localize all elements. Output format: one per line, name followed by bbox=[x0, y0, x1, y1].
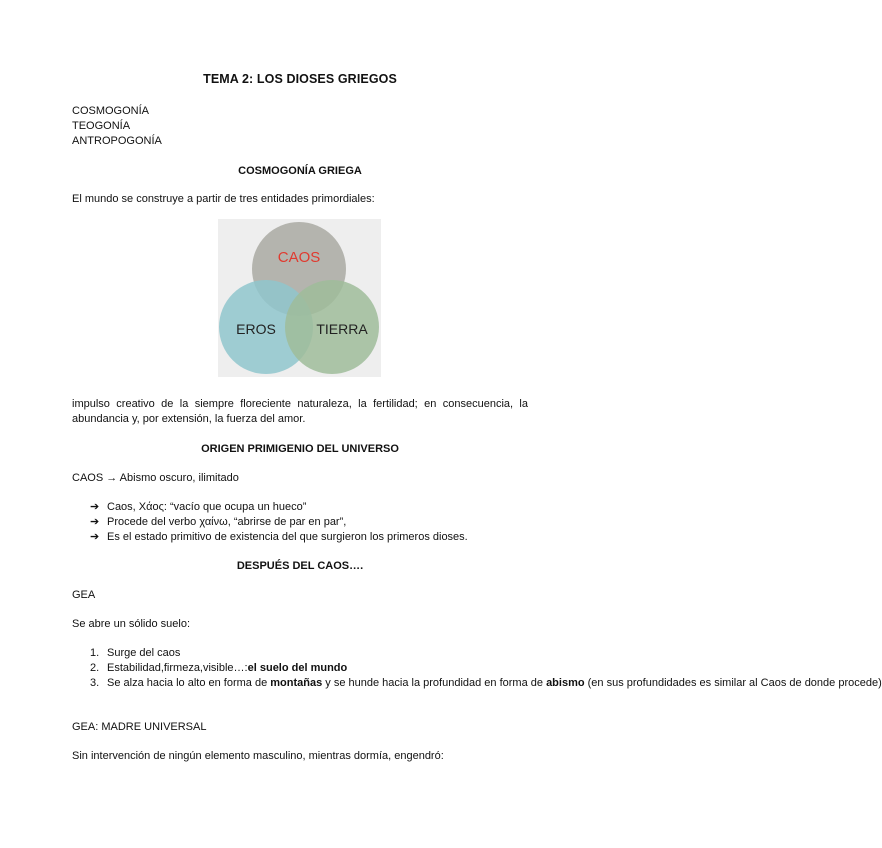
venn-label-tierra: TIERRA bbox=[316, 321, 368, 337]
gea-label: GEA bbox=[72, 589, 96, 601]
gea-intro: Se abre un sólido suelo: bbox=[72, 618, 191, 630]
section-heading-despues: DESPUÉS DEL CAOS…. bbox=[236, 560, 364, 572]
bullet-item bbox=[90, 530, 530, 545]
venn-diagram-svg bbox=[218, 219, 381, 377]
caos-definition: CAOS → Abismo oscuro, ilimitado bbox=[72, 472, 239, 484]
bullet-text: Es el estado primitivo de existencia del que surgieron los primeros dioses. bbox=[107, 531, 468, 543]
document-title: TEMA 2: LOS DIOSES GRIEGOS bbox=[203, 72, 397, 86]
numbered-item bbox=[90, 646, 528, 661]
section-heading-origen: ORIGEN PRIMIGENIO DEL UNIVERSO bbox=[201, 443, 399, 455]
numbered-item bbox=[90, 661, 528, 676]
gea-numbered-list bbox=[90, 646, 882, 691]
bullet-item bbox=[90, 500, 530, 515]
cosmogonia-intro: El mundo se construye a partir de tres entidades primordiales: bbox=[72, 193, 375, 205]
bullet-text: Procede del verbo χαίνω, “abrirse de par en par”, bbox=[107, 516, 347, 528]
venn-label-caos: CAOS bbox=[277, 249, 321, 266]
bullet-text: Caos, Χάος: “vacío que ocupa un hueco” bbox=[107, 501, 307, 513]
item-text: Estabilidad,firmeza,visible…:el suelo del mundo bbox=[107, 662, 348, 674]
numbered-item bbox=[90, 676, 882, 691]
arrow-bullet-icon: ➔ bbox=[90, 516, 100, 528]
intro-item-teogonia: TEOGONÍA bbox=[72, 120, 131, 132]
intro-item-cosmogonia: COSMOGONÍA bbox=[72, 105, 150, 117]
item-text: Surge del caos bbox=[107, 647, 181, 659]
item-number: 3. bbox=[90, 677, 100, 689]
bullet-item bbox=[90, 515, 530, 530]
arrow-bullet-icon: ➔ bbox=[90, 501, 100, 513]
gea-final-line: Sin intervención de ningún elemento masculino, mientras dormía, engendró: bbox=[72, 750, 444, 762]
intro-item-antropogonia: ANTROPOGONÍA bbox=[72, 135, 162, 147]
venn-label-eros: EROS bbox=[236, 321, 276, 337]
item-number: 1. bbox=[90, 647, 100, 659]
venn-diagram bbox=[218, 219, 381, 377]
section-heading-cosmogonia: COSMOGONÍA GRIEGA bbox=[238, 165, 362, 177]
caos-bullet-list bbox=[90, 500, 530, 545]
item-number: 2. bbox=[90, 662, 100, 674]
eros-paragraph: impulso creativo de la siempre floreciente naturaleza, la fertilidad; en consecuencia, la abundancia y, por extensión, la fuerza del amor. bbox=[72, 398, 528, 425]
arrow-bullet-icon: ➔ bbox=[90, 531, 100, 543]
item-text: Se alza hacia lo alto en forma de montañas y se hunde hacia la profundidad en forma de abismo (en sus profundidades es similar al Caos de donde procede) bbox=[107, 677, 882, 689]
gea-madre-universal: GEA: MADRE UNIVERSAL bbox=[72, 721, 207, 733]
